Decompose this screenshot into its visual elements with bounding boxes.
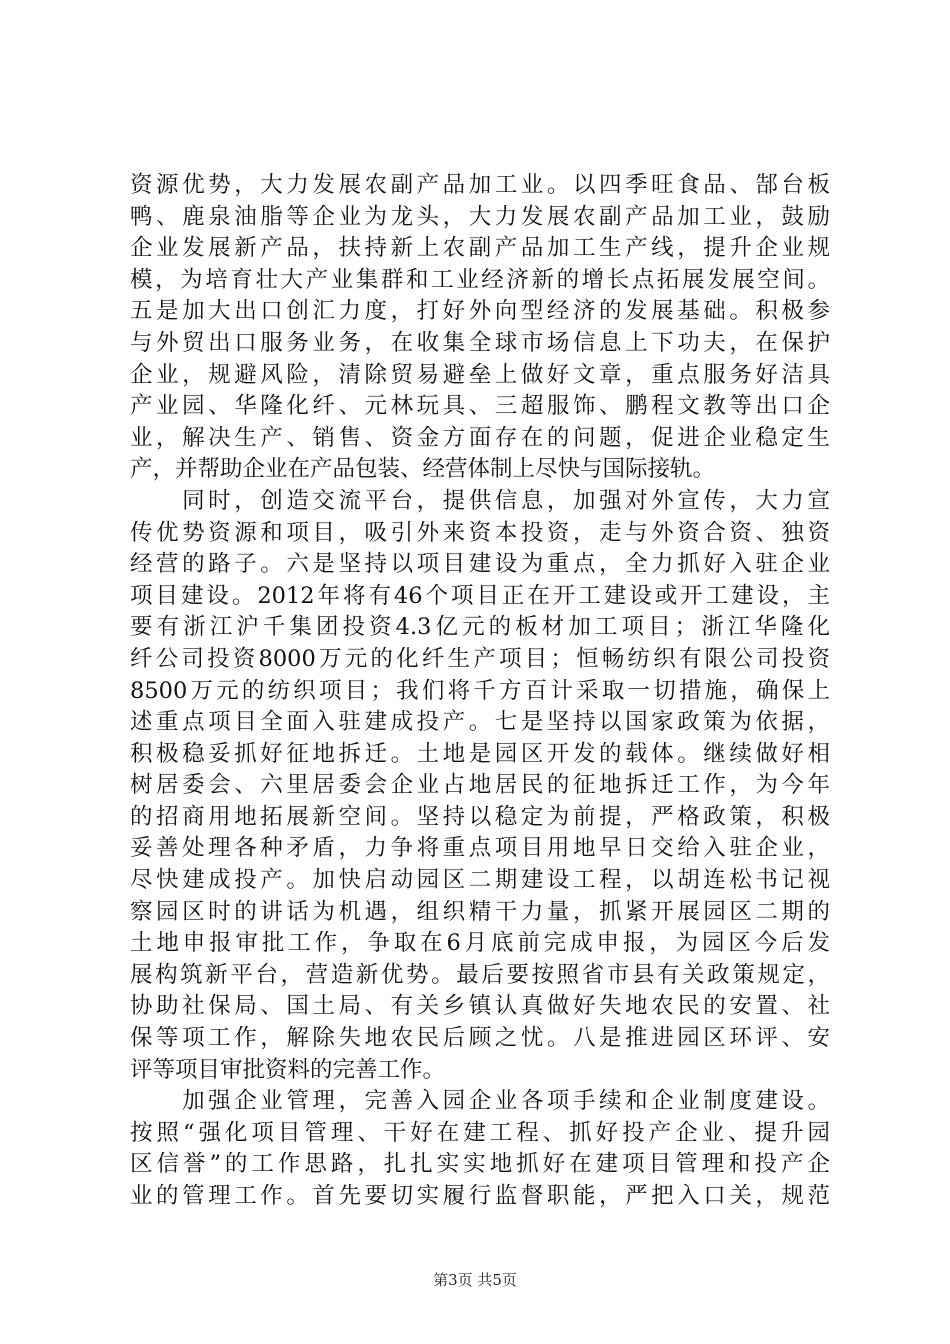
text-line: 树居委会、六里居委会企业占地居民的征地拆迁工作，为今年 <box>130 772 830 799</box>
text-line: 项目建设。2012年将有46个项目正在开工建设或开工建设，主 <box>130 582 830 609</box>
text-line: 企业发展新产品，扶持新上农副产品加工生产线，提升企业规 <box>130 235 830 262</box>
text-line: 要有浙江沪千集团投资4.3亿元的板材加工项目；浙江华隆化 <box>130 614 830 641</box>
text-line: 鸭、鹿泉油脂等企业为龙头，大力发展农副产品加工业，鼓励 <box>130 203 830 230</box>
text-line: 评等项目审批资料的完善工作。 <box>130 1056 446 1083</box>
text-line: 同时，创造交流平台，提供信息，加强对外宣传，大力宣 <box>130 487 830 514</box>
text-line: 模，为培育壮大产业集群和工业经济新的增长点拓展发展空间。 <box>130 266 830 293</box>
text-line: 纤公司投资8000万元的化纤生产项目；恒畅纺织有限公司投资 <box>130 645 830 672</box>
text-line: 五是加大出口创汇力度，打好外向型经济的发展基础。积极参 <box>130 298 830 325</box>
text-line: 协助社保局、国土局、有关乡镇认真做好失地农民的安置、社 <box>130 993 830 1020</box>
text-line: 业，解决生产、销售、资金方面存在的问题，促进企业稳定生 <box>130 424 830 451</box>
text-line: 传优势资源和项目，吸引外来资本投资，走与外资合资、独资 <box>130 519 830 546</box>
text-line: 区信誉”的工作思路，扎扎实实地抓好在建项目管理和投产企 <box>130 1151 830 1178</box>
text-line: 察园区时的讲话为机遇，组织精干力量，抓紧开展园区二期的 <box>130 898 830 925</box>
text-line: 加强企业管理，完善入园企业各项手续和企业制度建设。 <box>130 1088 830 1115</box>
text-line: 展构筑新平台，营造新优势。最后要按照省市县有关政策规定， <box>130 961 830 988</box>
document-body <box>130 170 830 1213</box>
text-line: 的招商用地拓展新空间。坚持以稳定为前提，严格政策，积极 <box>130 803 830 830</box>
text-line: 产，并帮助企业在产品包装、经营体制上尽快与国际接轨。 <box>130 456 716 483</box>
text-line: 经营的路子。六是坚持以项目建设为重点，全力抓好入驻企业 <box>130 551 830 578</box>
text-line: 企业，规避风险，清除贸易避垒上做好文章，重点服务好洁具 <box>130 361 830 388</box>
text-line: 土地申报审批工作，争取在6月底前完成申报，为园区今后发 <box>130 930 830 957</box>
page-footer <box>0 1270 950 1290</box>
text-line: 尽快建成投产。加快启动园区二期建设工程，以胡连松书记视 <box>130 867 830 894</box>
text-line: 业的管理工作。首先要切实履行监督职能，严把入口关，规范 <box>130 1183 830 1209</box>
text-line: 述重点项目全面入驻建成投产。七是坚持以国家政策为依据， <box>130 709 830 736</box>
text-line: 积极稳妥抓好征地拆迁。土地是园区开发的载体。继续做好相 <box>130 740 830 767</box>
page-number-label: 第3页 共5页 <box>433 1271 517 1289</box>
text-line: 保等项工作，解除失地农民后顾之忧。八是推进园区环评、安 <box>130 1025 830 1052</box>
text-line: 8500万元的纺织项目；我们将千方百计采取一切措施，确保上 <box>130 677 830 704</box>
text-line: 按照“强化项目管理、干好在建工程、抓好投产企业、提升园 <box>130 1119 830 1146</box>
text-line: 产业园、华隆化纤、元林玩具、三超服饰、鹏程文教等出口企 <box>130 393 830 420</box>
text-line: 与外贸出口服务业务，在收集全球市场信息上下功夫，在保护 <box>130 329 830 356</box>
text-line: 妥善处理各种矛盾，力争将重点项目用地早日交给入驻企业， <box>130 835 830 862</box>
text-line: 资源优势，大力发展农副产品加工业。以四季旺食品、郜台板 <box>130 172 830 198</box>
